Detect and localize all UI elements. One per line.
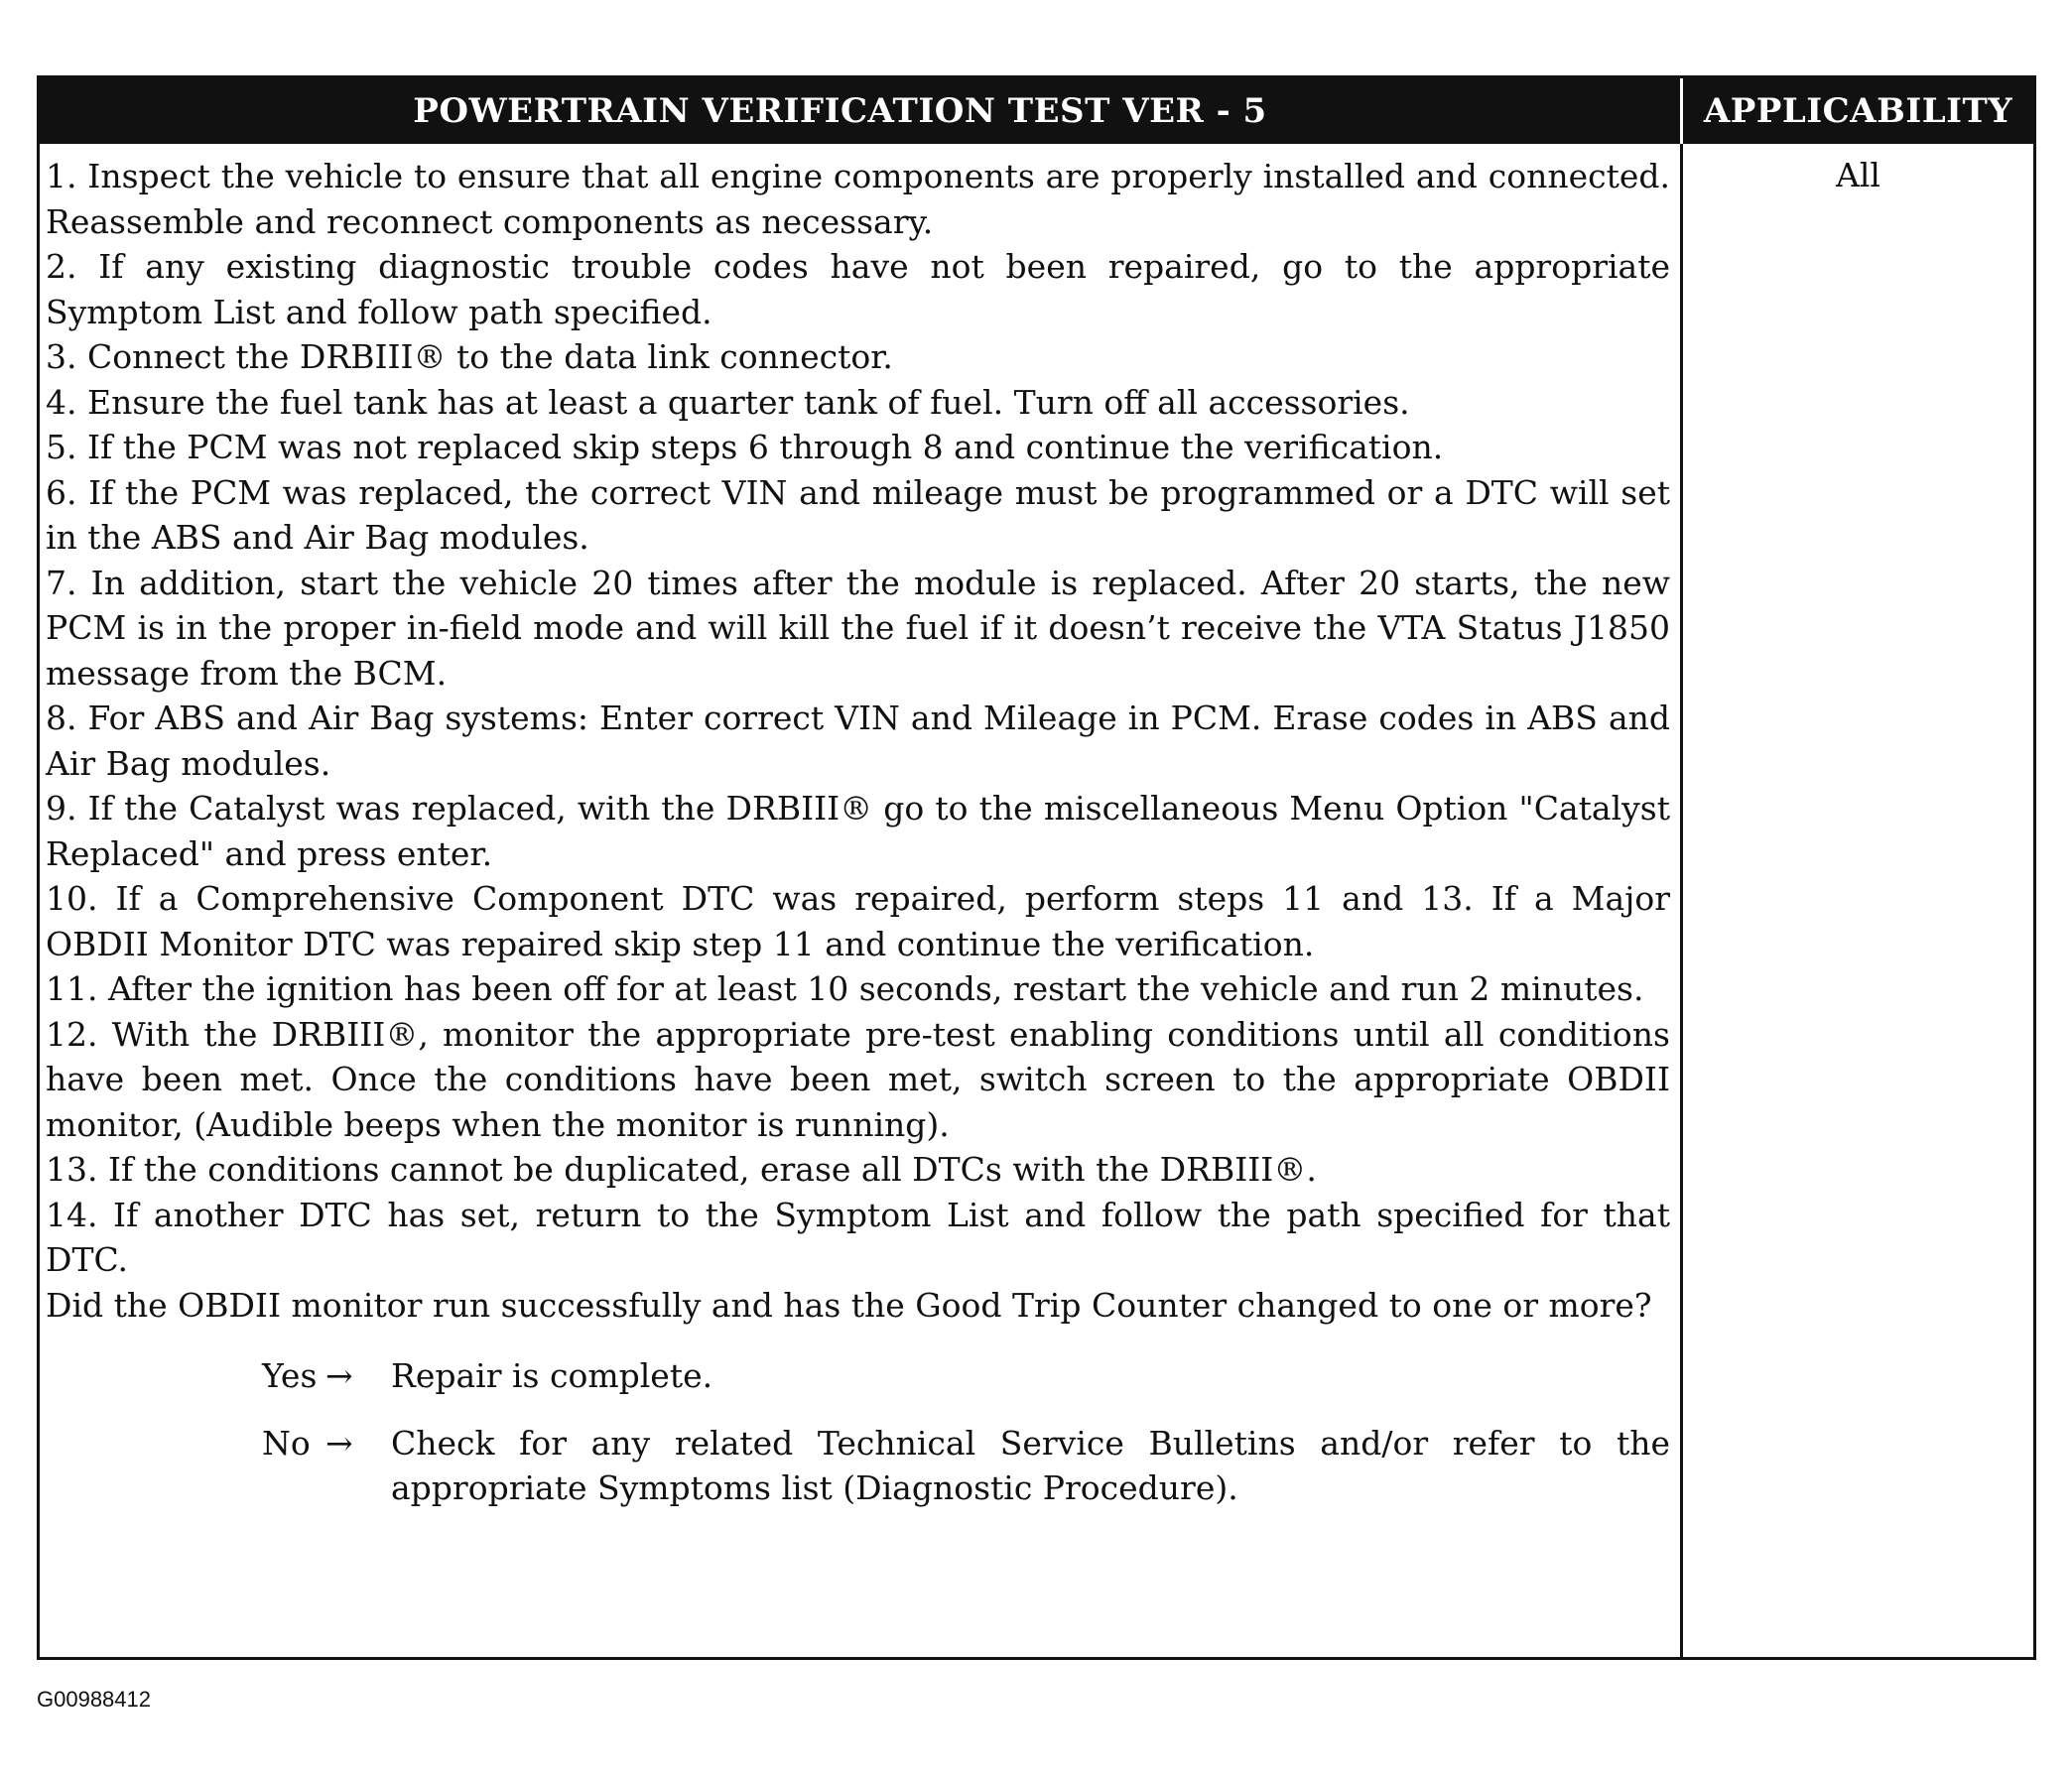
applicability-value: All: [1836, 156, 1880, 194]
applicability-header: APPLICABILITY: [1683, 78, 2033, 144]
verification-question: Did the OBDII monitor run successfully and has the Good Trip Counter changed to one or more?: [46, 1285, 1652, 1325]
arrow-right-icon: →: [325, 1356, 353, 1395]
answer-yes: [46, 1353, 1670, 1399]
step-4: 4. Ensure the fuel tank has at least a quarter tank of fuel. Turn off all accessories.: [46, 382, 1410, 422]
step-9: 9. If the Catalyst was replaced, with the DRBIII® go to the miscellaneous Menu Option "Catalyst Replaced" and press enter.: [46, 789, 1670, 873]
step-13: 13. If the conditions cannot be duplicated, erase all DTCs with the DRBIII®.: [46, 1150, 1317, 1189]
answer-text: Check for any related Technical Service Bulletins and/or refer to the appropriate Symptoms list (Diagnostic Procedure).: [391, 1423, 1670, 1507]
step-12: 12. With the DRBIII®, monitor the appropriate pre-test enabling conditions until all conditions have been met. Once the conditions have been met, switch screen to the appropriate OBDII monitor, (Audible beeps when the monitor is running).: [46, 1014, 1670, 1144]
step-7: 7. In addition, start the vehicle 20 times after the module is replaced. After 20 starts, the new PCM is in the proper in-field mode and will kill the fuel if it doesn’t receive the VTA Status J1850 message from the BCM.: [46, 563, 1670, 693]
step-11: 11. After the ignition has been off for at least 10 seconds, restart the vehicle and run 2 minutes.: [46, 969, 1644, 1008]
step-2: 2. If any existing diagnostic trouble codes have not been repaired, go to the appropriate Symptom List and follow path specified.: [46, 247, 1670, 331]
answer-key: Yes: [262, 1356, 318, 1395]
step-5: 5. If the PCM was not replaced skip steps 6 through 8 and continue the verification.: [46, 428, 1444, 466]
answer-list: [46, 1353, 1670, 1511]
step-8: 8. For ABS and Air Bag systems: Enter correct VIN and Mileage in PCM. Erase codes in ABS and Air Bag modules.: [46, 699, 1670, 783]
step-10: 10. If a Comprehensive Component DTC was repaired, perform steps 11 and 13. If a Major OBDII Monitor DTC was repaired skip step 11 and continue the verification.: [46, 879, 1670, 963]
figure-id: G00988412: [37, 1687, 151, 1712]
answer-no: [46, 1421, 1670, 1511]
verification-test-table: [37, 75, 2036, 1660]
answer-text: Repair is complete.: [391, 1356, 713, 1395]
step-14: 14. If another DTC has set, return to the Symptom List and follow the path specified for that DTC.: [46, 1195, 1670, 1279]
step-6: 6. If the PCM was replaced, the correct VIN and mileage must be programmed or a DTC will set in the ABS and Air Bag modules.: [46, 472, 1670, 557]
answer-key: No: [262, 1423, 311, 1463]
procedure-body: [40, 144, 1683, 1657]
applicability-cell: [1683, 144, 2033, 1657]
step-1: 1. Inspect the vehicle to ensure that all engine components are properly installed and connected. Reassemble and reconnect components as necessary.: [46, 157, 1670, 241]
steps-list: [46, 154, 1670, 1283]
arrow-right-icon: →: [325, 1423, 353, 1463]
table-title: POWERTRAIN VERIFICATION TEST VER - 5: [40, 78, 1683, 144]
step-3: 3. Connect the DRBIII® to the data link connector.: [46, 337, 893, 376]
